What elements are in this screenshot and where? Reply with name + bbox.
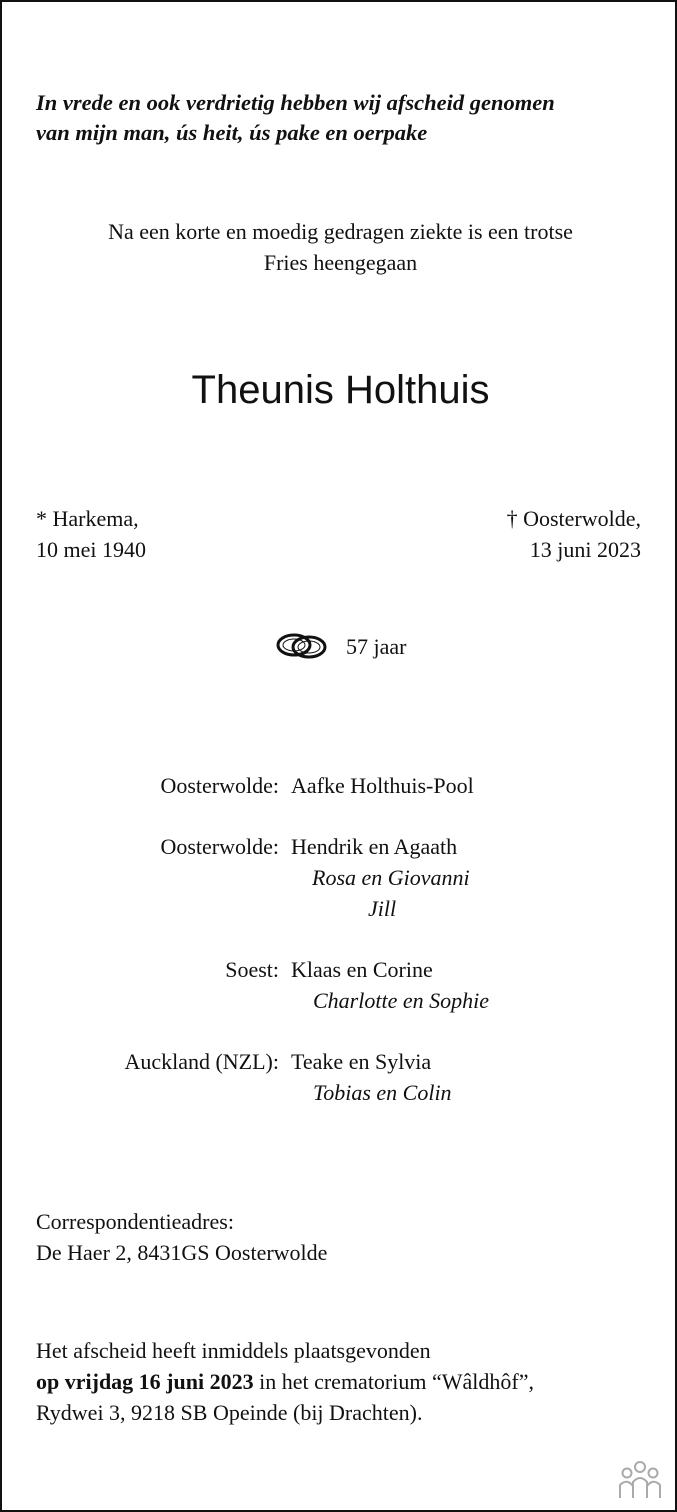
intro-line-2: van mijn man, ús heit, ús pake en oerpake — [36, 120, 428, 145]
family-list — [2, 770, 677, 1108]
marriage-years: 57 jaar — [346, 634, 407, 659]
family-place: Soest: — [225, 957, 279, 982]
correspondence-label: Correspondentieadres: — [36, 1209, 234, 1234]
family-children: Rosa en Giovanni — [312, 865, 470, 890]
family-row — [2, 770, 677, 801]
funeral-date: op vrijdag 16 juni 2023 — [36, 1369, 254, 1394]
intro-line-1: In vrede en ook verdrietig hebben wij afscheid genomen — [36, 90, 555, 115]
family-children: Tobias en Colin — [313, 1080, 452, 1105]
family-children: Jill — [368, 896, 397, 921]
birth-info — [36, 503, 146, 565]
correspondence-address — [36, 1206, 327, 1268]
intro-text — [36, 88, 656, 148]
family-row — [2, 1046, 677, 1077]
funeral-line-1: Het afscheid heeft inmiddels plaatsgevonden — [36, 1338, 431, 1363]
family-children-row — [2, 862, 677, 893]
family-people-logo-icon — [617, 1460, 663, 1500]
birth-date: 10 mei 1940 — [36, 537, 146, 562]
wedding-rings-icon — [274, 628, 330, 662]
family-names: Aafke Holthuis-Pool — [291, 773, 474, 798]
family-children-row — [2, 1077, 677, 1108]
birth-place: * Harkema, — [36, 506, 139, 531]
funeral-info — [36, 1335, 656, 1428]
death-place: † Oosterwolde, — [506, 506, 641, 531]
correspondence-address-line: De Haer 2, 8431GS Oosterwolde — [36, 1240, 328, 1265]
funeral-line-2 — [36, 1366, 656, 1397]
family-names: Teake en Sylvia — [291, 1049, 432, 1074]
subtitle-line-2: Fries heengegaan — [263, 250, 418, 275]
family-names: Klaas en Corine — [291, 957, 433, 982]
funeral-line-3: Rydwei 3, 9218 SB Opeinde (bij Drachten). — [36, 1400, 423, 1425]
family-children: Charlotte en Sophie — [313, 988, 489, 1013]
family-row — [2, 831, 677, 862]
family-children-row — [2, 893, 677, 924]
death-date: 13 juni 2023 — [529, 537, 641, 562]
death-info — [507, 503, 641, 565]
funeral-location: in het crematorium “Wâldhôf”, — [253, 1369, 534, 1394]
family-place: Auckland (NZL): — [124, 1049, 279, 1074]
subtitle-text — [2, 216, 677, 278]
family-place: Oosterwolde: — [160, 773, 279, 798]
subtitle-line-1: Na een korte en moedig gedragen ziekte is een trotse — [108, 219, 573, 244]
deceased-name: Theunis Holthuis — [191, 368, 490, 412]
family-row — [2, 954, 677, 985]
family-place: Oosterwolde: — [160, 834, 279, 859]
family-children-row — [2, 985, 677, 1016]
family-names: Hendrik en Agaath — [291, 834, 458, 859]
